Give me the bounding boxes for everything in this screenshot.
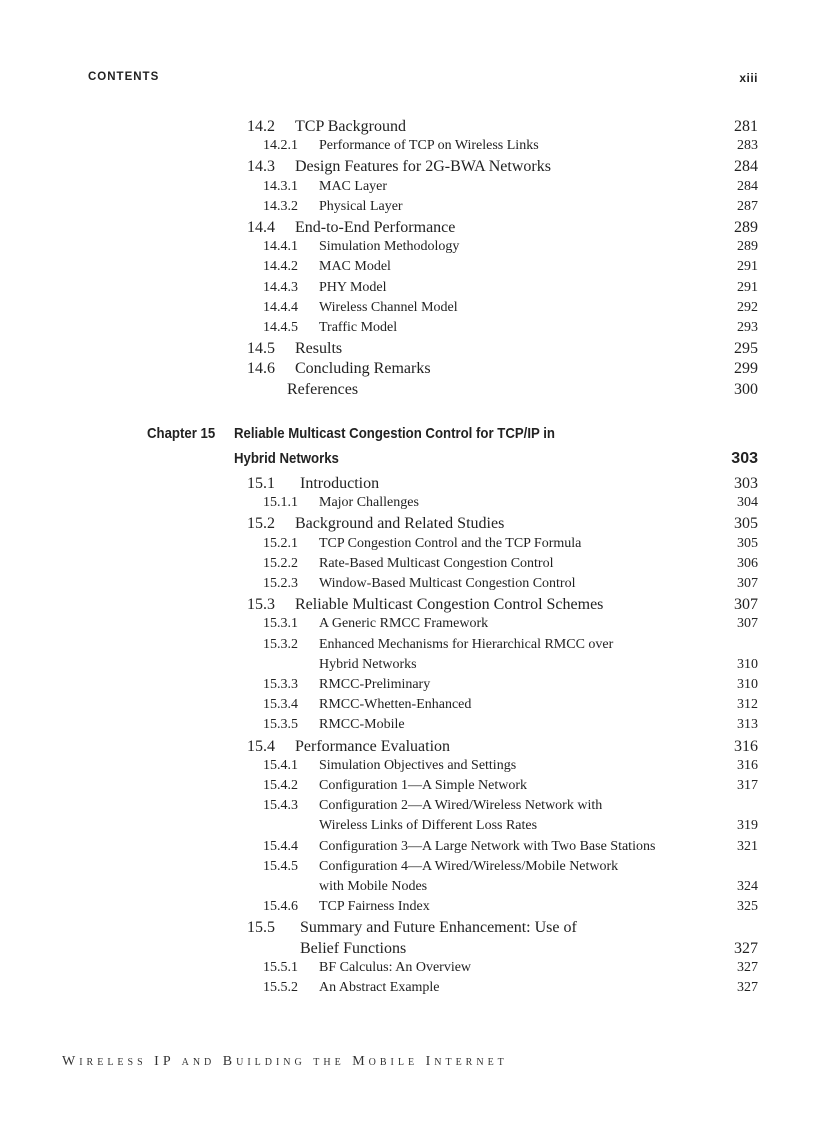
toc-entry[interactable] — [0, 798, 816, 818]
toc-entry-page: 289 — [734, 219, 758, 236]
toc-entry-page: 327 — [737, 980, 758, 995]
toc-entry-title: RMCC-Whetten-Enhanced — [319, 697, 472, 713]
toc-entry-number: 15.2.3 — [263, 576, 298, 591]
toc-entry-number: 15.4.1 — [263, 757, 298, 773]
toc-entry[interactable] — [0, 179, 816, 199]
toc-entry[interactable] — [0, 556, 816, 576]
toc-entry-number: 15.5 — [247, 919, 275, 937]
toc-entry-page: 287 — [737, 198, 758, 214]
toc-entry-title: RMCC-Mobile — [319, 717, 405, 733]
toc-entry-page: 316 — [737, 757, 758, 773]
toc-entry[interactable] — [0, 960, 816, 980]
toc-entry-title: BF Calculus: An Overview — [319, 959, 472, 975]
toc-entry-title: Hybrid Networks — [319, 656, 417, 672]
chapter-label: Chapter 15 — [147, 425, 216, 442]
toc-entry-title: Major Challenges — [319, 495, 419, 511]
toc-entry-number: 15.2.1 — [263, 535, 298, 551]
toc-entry-title: Design Features for 2G-BWA Networks — [295, 158, 551, 176]
toc-entry-title: Traffic Model — [319, 320, 398, 335]
toc-entry-title: Performance of TCP on Wireless Links — [319, 138, 539, 154]
toc-entry-title: An Abstract Example — [319, 980, 440, 995]
toc-entry-number: 15.3.1 — [263, 616, 298, 632]
toc-entry[interactable] — [0, 879, 816, 899]
toc-entry-title: TCP Background — [295, 118, 406, 135]
toc-entry-number: 15.4.4 — [263, 838, 298, 854]
toc-entry[interactable] — [0, 475, 816, 495]
toc-entry-title: Reliable Multicast Congestion Control Schemes — [295, 596, 604, 614]
toc-entry-number: 14.4.3 — [263, 279, 298, 295]
toc-entry-page: 299 — [734, 360, 758, 378]
toc-entry-page: 324 — [737, 879, 758, 894]
toc-entry[interactable] — [0, 118, 816, 138]
toc-entry-number: 15.5.2 — [263, 980, 298, 995]
toc-entry-number: 15.4.5 — [263, 858, 298, 874]
toc-entry-title: with Mobile Nodes — [319, 879, 428, 894]
toc-entry[interactable] — [0, 859, 816, 879]
toc-entry-number: 15.4 — [247, 737, 275, 755]
toc-entry-page: 327 — [734, 939, 758, 957]
toc-entry-page: 300 — [734, 380, 758, 398]
chapter-title-line-1: Reliable Multicast Congestion Control for TCP/IP in — [234, 425, 555, 442]
toc-entry[interactable] — [0, 158, 816, 178]
toc-entry[interactable] — [0, 239, 816, 259]
toc-entry-title: Results — [295, 340, 343, 358]
toc-entry[interactable] — [0, 616, 816, 636]
toc-entry-page: 317 — [737, 778, 758, 793]
toc-entry-title: TCP Fairness Index — [319, 899, 430, 915]
toc-entry-number: 14.2 — [247, 118, 275, 135]
toc-entry-page: 291 — [737, 279, 758, 295]
toc-entry[interactable] — [0, 495, 816, 515]
toc-entry-number: 15.1 — [247, 475, 275, 492]
toc-entry-title: Belief Functions — [300, 939, 407, 957]
toc-entry-number: 15.3 — [247, 596, 275, 614]
toc-entry-title: Concluding Remarks — [295, 360, 431, 378]
toc-entry-number: 14.3.1 — [263, 178, 298, 194]
toc-entry-number: 14.4 — [247, 219, 275, 236]
toc-entry[interactable] — [0, 839, 816, 859]
toc-entry-page: 312 — [737, 697, 758, 713]
toc-entry-title: Window-Based Multicast Congestion Control — [319, 576, 576, 591]
toc-entry[interactable] — [0, 738, 816, 758]
toc-entry-title: Wireless Links of Different Loss Rates — [319, 818, 538, 834]
toc-entry-page: 313 — [737, 717, 758, 733]
toc-entry-title: Configuration 3—A Large Network with Two Base Stations — [319, 838, 656, 854]
toc-entry[interactable] — [0, 536, 816, 556]
toc-entry[interactable] — [0, 899, 816, 919]
toc-entry-number: 14.5 — [247, 340, 275, 358]
toc-entry-page: 319 — [737, 818, 758, 834]
toc-entry-title: Configuration 4—A Wired/Wireless/Mobile Network — [319, 858, 619, 874]
toc-entry-number: 15.3.2 — [263, 636, 298, 652]
toc-entry-number: 15.5.1 — [263, 959, 298, 975]
running-header-page-number: xiii — [739, 71, 758, 85]
toc-entry[interactable] — [0, 138, 816, 158]
toc-entry[interactable] — [0, 919, 816, 939]
toc-entry-number: 15.4.6 — [263, 899, 298, 915]
toc-entry-page: 307 — [734, 596, 758, 614]
toc-entry[interactable] — [0, 758, 816, 778]
toc-entry[interactable] — [0, 576, 816, 596]
toc-entry[interactable] — [0, 980, 816, 1000]
toc-entry-page: 304 — [737, 495, 758, 511]
toc-entry-page: 305 — [737, 535, 758, 551]
toc-entry-number: 14.3 — [247, 158, 275, 176]
toc-entry-title: Introduction — [300, 475, 380, 492]
toc-entry-number: 15.3.4 — [263, 697, 298, 713]
toc-entry-title: Enhanced Mechanisms for Hierarchical RMCC over — [319, 636, 614, 652]
toc-entry-page: 292 — [737, 299, 758, 315]
toc-entry-number: 14.6 — [247, 360, 275, 378]
toc-entry[interactable] — [0, 515, 816, 535]
toc-entry-page: 325 — [737, 899, 758, 915]
toc-entry-page: 307 — [737, 576, 758, 591]
toc-entry-title: Wireless Channel Model — [319, 299, 458, 315]
toc-entry-title: PHY Model — [319, 279, 387, 295]
toc-entry[interactable] — [0, 697, 816, 717]
toc-entry-page: 310 — [737, 677, 758, 692]
toc-entry-title: Simulation Objectives and Settings — [319, 757, 517, 773]
toc-entry[interactable] — [0, 381, 816, 401]
toc-entry-title: Simulation Methodology — [319, 239, 460, 255]
toc-entry[interactable] — [0, 360, 816, 380]
toc-entry-page: 305 — [734, 515, 758, 533]
toc-entry-title: End-to-End Performance — [295, 219, 456, 236]
toc-entry-number: 15.2 — [247, 515, 275, 533]
toc-entry-title: Performance Evaluation — [295, 737, 451, 755]
toc-entry[interactable] — [0, 320, 816, 340]
toc-entry-number: 15.3.5 — [263, 717, 298, 733]
toc-entry-title: References — [287, 380, 359, 398]
running-header-section: CONTENTS — [88, 71, 160, 83]
toc-entry-number: 14.4.2 — [263, 259, 298, 275]
toc-entry-number: 15.4.3 — [263, 798, 298, 814]
toc-entry-page: 327 — [737, 959, 758, 975]
toc-entry-page: 303 — [734, 475, 758, 492]
toc-entry-page: 289 — [737, 239, 758, 255]
toc-entry[interactable] — [0, 280, 816, 300]
toc-entry[interactable] — [0, 677, 816, 697]
toc-entry-page: 307 — [737, 616, 758, 632]
toc-entry[interactable] — [0, 340, 816, 360]
toc-entry-title: Physical Layer — [319, 198, 403, 214]
toc-entry-page: 316 — [734, 737, 758, 755]
toc-entry-page: 281 — [734, 118, 758, 135]
toc-entry-number: 15.1.1 — [263, 495, 298, 511]
toc-entry-page: 306 — [737, 555, 758, 571]
chapter-page-number: 303 — [731, 450, 758, 467]
toc-entry-title: MAC Layer — [319, 178, 388, 194]
toc-entry-number: 14.4.1 — [263, 239, 298, 255]
toc-entry[interactable] — [0, 259, 816, 279]
running-footer: Wireless IP and Building the Mobile Internet — [62, 1054, 508, 1069]
toc-entry-title: Configuration 1—A Simple Network — [319, 778, 528, 793]
chapter-title-line-2: Hybrid Networks — [234, 450, 339, 467]
toc-entry[interactable] — [0, 818, 816, 838]
toc-entry-title: Summary and Future Enhancement: Use of — [300, 919, 577, 937]
toc-entry-title: Rate-Based Multicast Congestion Control — [319, 555, 554, 571]
toc-entry-number: 14.4.4 — [263, 299, 298, 315]
toc-entry-title: MAC Model — [319, 259, 391, 275]
toc-entry[interactable] — [0, 717, 816, 737]
toc-entry[interactable] — [0, 940, 816, 960]
toc-entry-number: 14.4.5 — [263, 320, 298, 335]
toc-entry-title: Configuration 2—A Wired/Wireless Network with — [319, 798, 603, 814]
toc-entry-number: 15.2.2 — [263, 555, 298, 571]
toc-entry-page: 291 — [737, 259, 758, 275]
toc-entry-number: 15.3.3 — [263, 677, 298, 692]
toc-entry-number: 15.4.2 — [263, 778, 298, 793]
toc-entry[interactable] — [0, 657, 816, 677]
toc-entry-title: RMCC-Preliminary — [319, 677, 431, 692]
toc-entry-page: 293 — [737, 320, 758, 335]
toc-entry[interactable] — [0, 596, 816, 616]
toc-entry[interactable] — [0, 300, 816, 320]
toc-entry-number: 14.2.1 — [263, 138, 298, 154]
toc-entry-page: 295 — [734, 340, 758, 358]
toc-entry[interactable] — [0, 778, 816, 798]
toc-entry-title: A Generic RMCC Framework — [319, 616, 489, 632]
toc-entry-page: 283 — [737, 138, 758, 154]
toc-entry-number: 14.3.2 — [263, 198, 298, 214]
toc-entry-title: Background and Related Studies — [295, 515, 505, 533]
toc-entry-page: 284 — [734, 158, 758, 176]
toc-entry-page: 321 — [737, 838, 758, 854]
toc-entry-page: 284 — [737, 178, 758, 194]
toc-entry-title: TCP Congestion Control and the TCP Formula — [319, 535, 582, 551]
toc-entry[interactable] — [0, 219, 816, 239]
toc-entry[interactable] — [0, 637, 816, 657]
toc-entry[interactable] — [0, 199, 816, 219]
toc-entry-page: 310 — [737, 656, 758, 672]
